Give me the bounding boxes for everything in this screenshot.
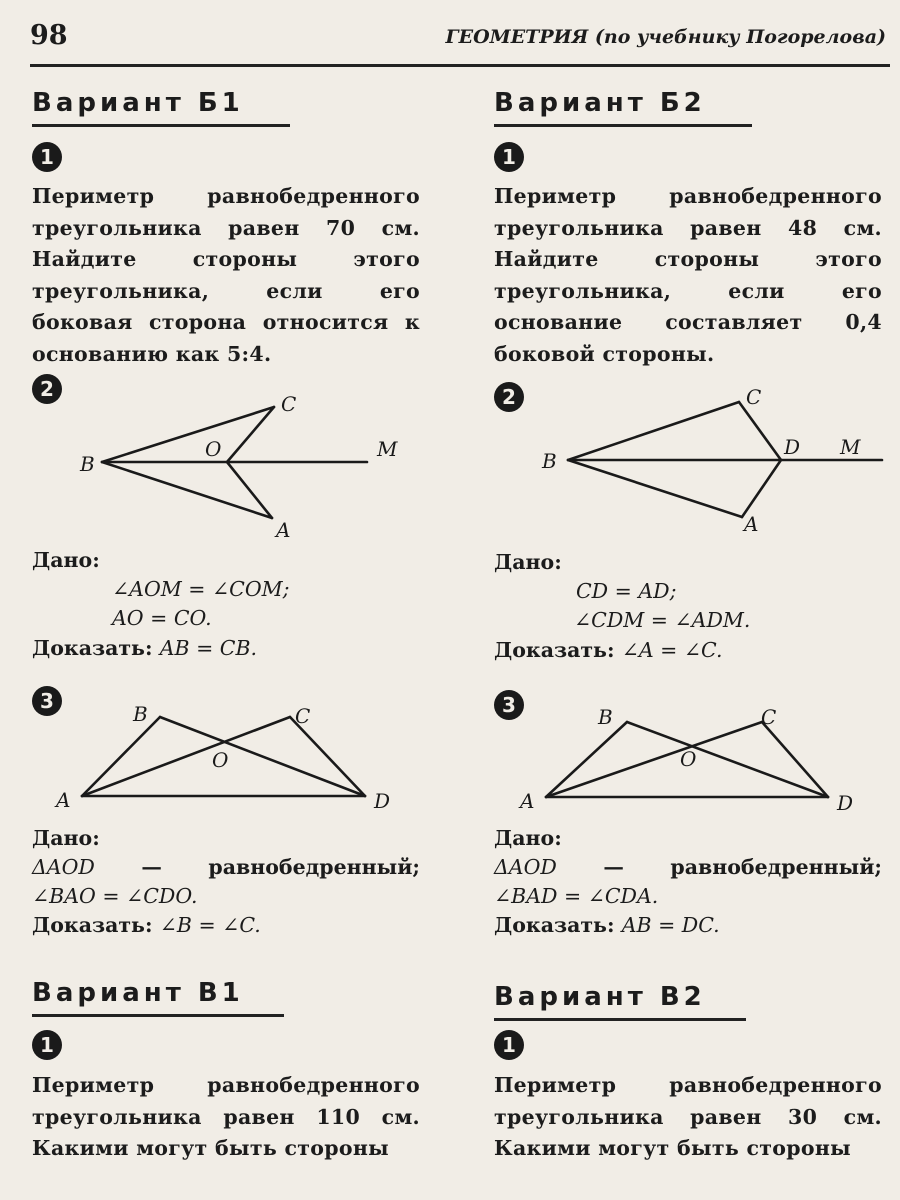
header-rule <box>30 64 890 67</box>
variant-v2-rule <box>494 1018 746 1021</box>
b2-task2-prove-line <box>494 638 723 662</box>
variant-b2-rule <box>494 124 752 127</box>
b2-t3-label-c: C <box>761 705 777 729</box>
b1-label-b: B <box>80 452 95 476</box>
b2-task2-number: 2 <box>494 382 524 412</box>
b2-task2-figure <box>494 380 894 540</box>
b1-t3-label-d: D <box>374 789 391 813</box>
b1-label-m: M <box>377 437 398 461</box>
b2-task3-prove-label: Доказать: <box>494 913 615 937</box>
b2-task3-prove-line <box>494 913 720 937</box>
variant-b2-title: Вариант Б2 <box>494 88 706 118</box>
b1-task3-given-label: Дано: <box>32 826 100 850</box>
b1-task2-prove-label: Доказать: <box>32 636 153 660</box>
running-head: ГЕОМЕТРИЯ (по учебнику Погорелова) <box>445 26 886 48</box>
b2-task3-prove-statement: AB = DC. <box>621 913 720 937</box>
b1-t3-segment-ab <box>82 717 160 796</box>
b2-label-d: D <box>784 435 801 459</box>
b1-task3-prove-statement: ∠B = ∠C. <box>159 913 261 937</box>
b2-segment-da <box>742 460 781 517</box>
b1-segment-ab <box>102 462 272 518</box>
b1-t3-segment-bd <box>160 717 365 796</box>
b1-task2-prove-statement: AB = CB. <box>159 636 258 660</box>
b2-label-a: A <box>744 512 759 536</box>
b1-t3-segment-ac <box>82 717 290 796</box>
b2-task3-figure <box>494 700 894 830</box>
b2-label-c: C <box>746 385 762 409</box>
b1-task2-number: 2 <box>32 374 62 404</box>
b1-task3-figure <box>32 695 432 825</box>
b2-task1-text: Периметр равнобедренного треугольника равен 48 см. Найдите стороны этого треугольника, если его основание составляет 0,4 боковой стороны. <box>494 184 882 366</box>
v2-task1-number: 1 <box>494 1030 524 1060</box>
b2-t3-label-d: D <box>837 791 854 815</box>
b1-task1-number: 1 <box>32 142 62 172</box>
v1-task1-text: Периметр равнобедренного треугольника равен 110 см. Какими могут быть стороны <box>32 1073 420 1161</box>
b1-task2-given-2: AO = CO. <box>112 606 212 630</box>
b1-t3-label-o: O <box>212 748 229 772</box>
v2-task1-text: Периметр равнобедренного треугольника равен 30 см. Какими могут быть стороны <box>494 1073 882 1161</box>
b2-task2-prove-statement: ∠A = ∠C. <box>621 638 723 662</box>
b1-task3-word: равнобедренный; <box>208 855 420 879</box>
b2-task2-given-1: CD = AD; <box>576 579 677 603</box>
b1-segment-bc <box>102 407 274 462</box>
variant-v2-title: Вариант В2 <box>494 982 706 1012</box>
b2-t3-label-a: A <box>520 789 535 813</box>
b2-t3-label-b: B <box>598 705 613 729</box>
b2-task2-prove-label: Доказать: <box>494 638 615 662</box>
b1-t3-label-a: A <box>56 788 71 812</box>
b2-segment-cd <box>739 402 781 460</box>
b1-task3-number: 3 <box>32 686 62 716</box>
b2-task3-triangle: ΔAOD <box>494 855 557 879</box>
b1-label-c: C <box>281 392 297 416</box>
b2-segment-bc <box>568 402 739 460</box>
b2-task1-number: 1 <box>494 142 524 172</box>
page-number: 98 <box>30 20 68 51</box>
b1-task2-figure <box>32 385 432 545</box>
variant-v1-rule <box>32 1014 284 1017</box>
b1-t3-segment-cd <box>290 717 365 796</box>
b2-t3-label-o: O <box>680 747 697 771</box>
b1-task2-prove-line <box>32 636 257 660</box>
b1-task2-given-label: Дано: <box>32 548 100 572</box>
variant-v1-title: Вариант В1 <box>32 978 244 1008</box>
b1-task3-prove-label: Доказать: <box>32 913 153 937</box>
b2-label-m: M <box>840 435 861 459</box>
b2-segment-ab <box>568 460 742 517</box>
b1-task3-dash: — <box>141 855 162 879</box>
b1-t3-label-b: B <box>133 702 148 726</box>
b2-task3-given-2: ∠BAD = ∠CDA. <box>494 884 659 908</box>
b1-task3-triangle: ΔAOD <box>32 855 95 879</box>
b1-task3-given-2: ∠BAO = ∠CDO. <box>32 884 198 908</box>
b2-task2-given-label: Дано: <box>494 550 562 574</box>
b1-label-a: A <box>276 518 291 542</box>
b2-task2-given-2: ∠CDM = ∠ADM. <box>574 608 751 632</box>
b2-task3-dash: — <box>603 855 624 879</box>
b1-task3-prove-line <box>32 913 261 937</box>
b1-t3-label-c: C <box>295 704 311 728</box>
b1-task1-text: Периметр равнобедренного треугольника равен 70 см. Найдите стороны этого треугольника, если его боковая сторона относится к основанию как 5:4. <box>32 184 420 366</box>
b2-task3-number: 3 <box>494 690 524 720</box>
variant-b1-rule <box>32 124 290 127</box>
b2-task3-given-1 <box>494 855 882 879</box>
b1-task3-given-1 <box>32 855 420 879</box>
b1-label-o: O <box>205 437 222 461</box>
v1-task1-number: 1 <box>32 1030 62 1060</box>
variant-b1-title: Вариант Б1 <box>32 88 244 118</box>
b2-task3-word: равнобедренный; <box>670 855 882 879</box>
b2-task3-given-label: Дано: <box>494 826 562 850</box>
b2-t3-segment-ab <box>546 722 627 797</box>
b1-task2-given-1: ∠AOM = ∠COM; <box>112 577 290 601</box>
b2-label-b: B <box>542 449 557 473</box>
